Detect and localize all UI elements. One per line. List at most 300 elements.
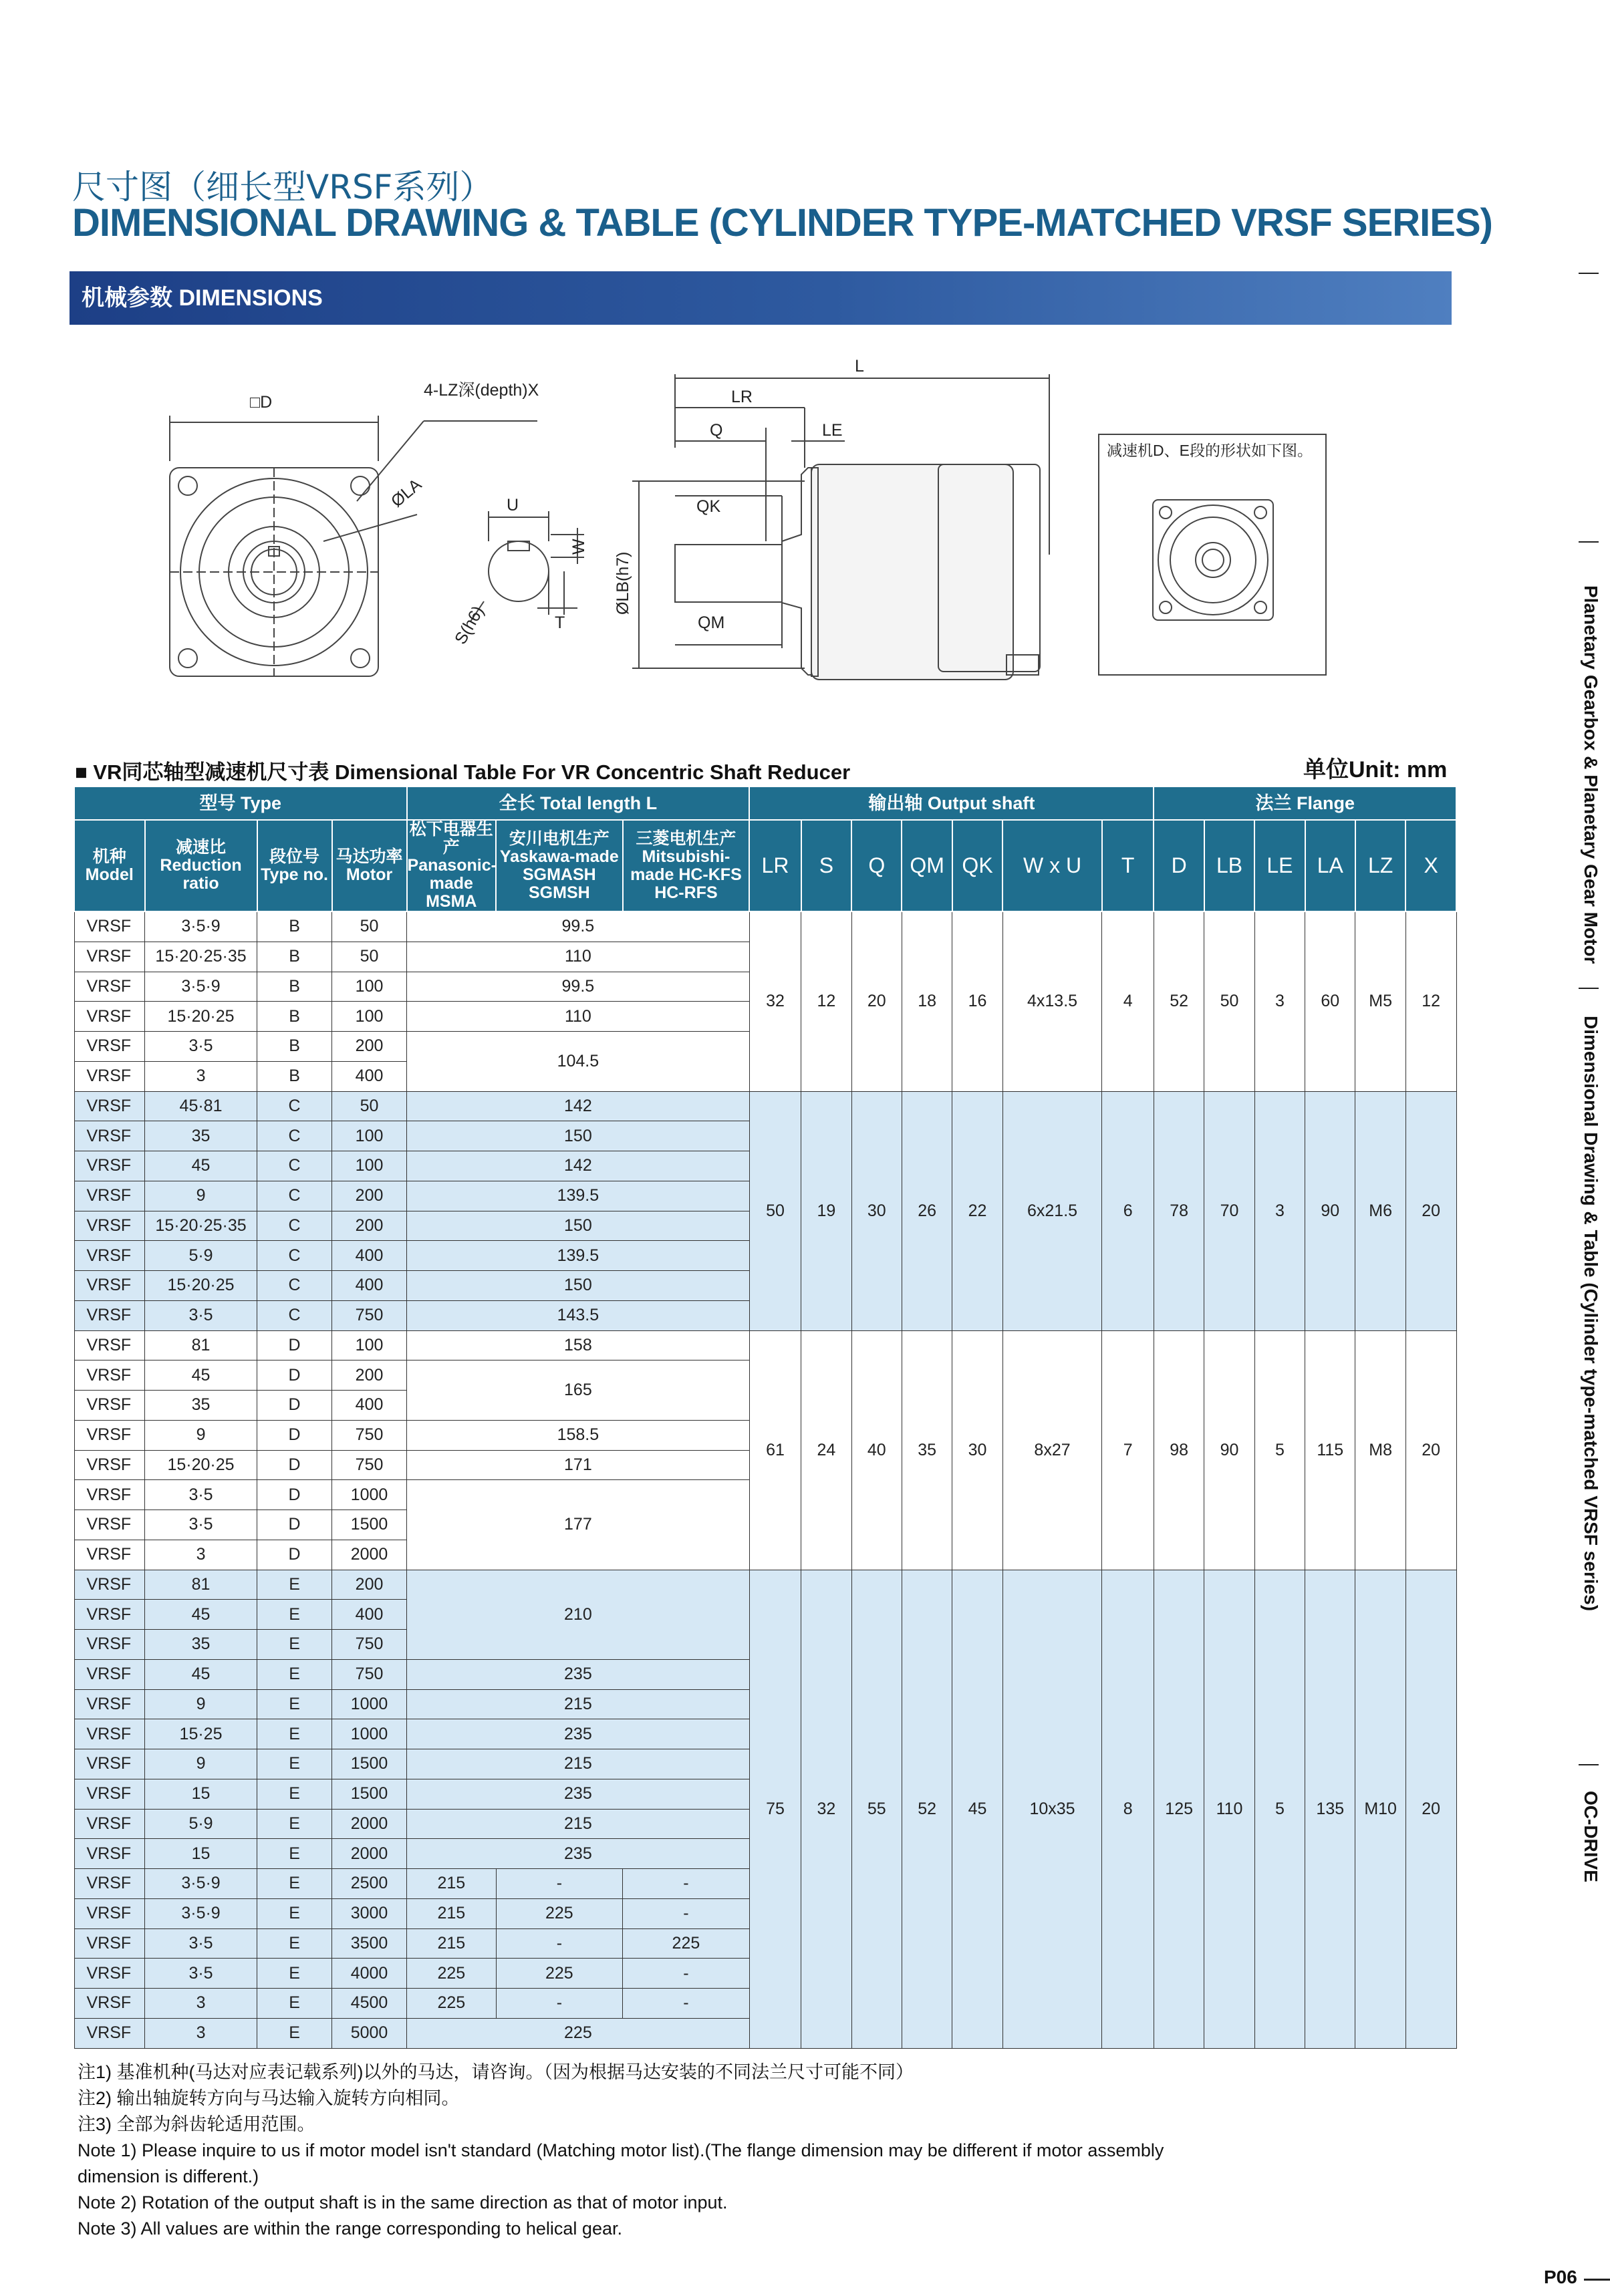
- table-cell: 210: [407, 1570, 750, 1659]
- table-cell: 50: [332, 942, 407, 972]
- table-cell: 100: [332, 1151, 407, 1181]
- table-cell: 171: [407, 1450, 750, 1480]
- table-cell: 100: [332, 1002, 407, 1032]
- table-cell: 32: [801, 1570, 851, 2048]
- note-line: 注2) 输出轴旋转方向与马达输入旋转方向相同。: [78, 2088, 460, 2108]
- table-cell: 32: [749, 911, 801, 1091]
- group-total-length: 全长 Total length L: [407, 786, 750, 820]
- table-cell: 30: [851, 1091, 902, 1330]
- table-cell: 143.5: [407, 1300, 750, 1330]
- table-cell: 158.5: [407, 1420, 750, 1450]
- side-divider: [1579, 541, 1599, 543]
- table-cell: 5·9: [145, 1809, 257, 1839]
- table-cell: 235: [407, 1659, 750, 1689]
- table-cell: VRSF: [74, 1959, 145, 1989]
- table-cell: VRSF: [74, 1002, 145, 1032]
- page-title-en: DIMENSIONAL DRAWING & TABLE (CYLINDER TYPE-MATCHED VRSF SERIES): [72, 201, 1492, 245]
- table-cell: 139.5: [407, 1181, 750, 1211]
- table-cell: VRSF: [74, 1809, 145, 1839]
- table-cell: VRSF: [74, 1061, 145, 1091]
- table-cell: 3·5: [145, 1928, 257, 1959]
- table-cell: 9: [145, 1689, 257, 1719]
- col-LZ: LZ: [1355, 820, 1405, 911]
- table-cell: 15·25: [145, 1719, 257, 1749]
- table-cell: 18: [902, 911, 952, 1091]
- table-cell: 2000: [332, 1839, 407, 1869]
- front-view-drawing: [170, 416, 537, 676]
- table-cell: 50: [1204, 911, 1254, 1091]
- col-yaskawa: 安川电机生产 Yaskawa-made SGMASH SGMSH: [496, 820, 623, 911]
- table-cell: 139.5: [407, 1241, 750, 1271]
- table-cell: 215: [407, 1898, 497, 1928]
- table-cell: C: [257, 1181, 332, 1211]
- table-cell: E: [257, 1898, 332, 1928]
- label-LZ: 4-LZ深(depth)X: [424, 381, 539, 400]
- table-cell: E: [257, 1989, 332, 2019]
- col-QK: QK: [952, 820, 1002, 911]
- table-cell: -: [496, 1869, 623, 1899]
- table-cell: 15·20·25·35: [145, 1211, 257, 1241]
- table-cell: VRSF: [74, 1898, 145, 1928]
- table-cell: 135: [1305, 1570, 1355, 2048]
- table-cell: 225: [496, 1959, 623, 1989]
- col-model: 机种 Model: [74, 820, 145, 911]
- table-cell: 50: [332, 1091, 407, 1121]
- table-cell: 3·5·9: [145, 972, 257, 1002]
- col-LE: LE: [1254, 820, 1305, 911]
- table-cell: 45: [952, 1570, 1002, 2048]
- table-row: [74, 1330, 1456, 1360]
- table-cell: 30: [952, 1330, 1002, 1570]
- dimensions-table-wrap: [74, 786, 1457, 2043]
- side-text-drawing: Dimensional Drawing & Table (Cylinder type-matched VRSF series): [1581, 1016, 1601, 1612]
- col-LR: LR: [749, 820, 801, 911]
- table-cell: 1000: [332, 1480, 407, 1510]
- table-cell: 3500: [332, 1928, 407, 1959]
- table-cell: 3: [145, 1061, 257, 1091]
- table-cell: 225: [407, 1959, 497, 1989]
- table-cell: E: [257, 2018, 332, 2048]
- table-cell: 35: [145, 1121, 257, 1151]
- table-cell: 35: [145, 1630, 257, 1660]
- table-cell: 225: [623, 1928, 750, 1959]
- table-cell: VRSF: [74, 1420, 145, 1450]
- table-cell: 1500: [332, 1749, 407, 1779]
- table-cell: D: [257, 1480, 332, 1510]
- table-cell: 15: [145, 1839, 257, 1869]
- table-cell: 215: [407, 1928, 497, 1959]
- table-cell: 235: [407, 1839, 750, 1869]
- table-cell: VRSF: [74, 1928, 145, 1959]
- table-cell: VRSF: [74, 1181, 145, 1211]
- table-cell: 400: [332, 1391, 407, 1421]
- table-cell: D: [257, 1391, 332, 1421]
- table-cell: 400: [332, 1271, 407, 1301]
- label-de-note: 减速机D、E段的形状如下图。: [1107, 442, 1313, 459]
- table-row: [74, 911, 1456, 942]
- table-cell: 81: [145, 1330, 257, 1360]
- table-cell: 100: [332, 1330, 407, 1360]
- table-cell: 52: [1154, 911, 1204, 1091]
- table-cell: 99.5: [407, 911, 750, 942]
- table-cell: 200: [332, 1360, 407, 1391]
- table-cell: 98: [1154, 1330, 1204, 1570]
- col-S: S: [801, 820, 851, 911]
- table-cell: 9: [145, 1181, 257, 1211]
- table-cell: 200: [332, 1211, 407, 1241]
- table-cell: 35: [145, 1391, 257, 1421]
- table-cell: 22: [952, 1091, 1002, 1330]
- table-cell: B: [257, 911, 332, 942]
- table-cell: VRSF: [74, 1600, 145, 1630]
- table-cell: D: [257, 1420, 332, 1450]
- table-cell: M10: [1355, 1570, 1405, 2048]
- table-cell: 400: [332, 1061, 407, 1091]
- page-number: P06: [1544, 2267, 1577, 2287]
- table-cell: 750: [332, 1659, 407, 1689]
- table-cell: 3·5: [145, 1300, 257, 1330]
- table-cell: 4x13.5: [1002, 911, 1102, 1091]
- table-cell: 26: [902, 1091, 952, 1330]
- table-cell: C: [257, 1271, 332, 1301]
- table-cell: 200: [332, 1032, 407, 1062]
- table-cell: 7: [1102, 1330, 1154, 1570]
- table-cell: 3·5·9: [145, 1869, 257, 1899]
- note-line: Note 3) All values are within the range corresponding to helical gear.: [78, 2218, 622, 2239]
- table-cell: VRSF: [74, 1391, 145, 1421]
- col-type-no: 段位号 Type no.: [257, 820, 332, 911]
- table-cell: 215: [407, 1869, 497, 1899]
- section-header-dimensions: 机械参数 DIMENSIONS: [70, 271, 1452, 325]
- table-cell: 52: [902, 1570, 952, 2048]
- table-cell: 110: [1204, 1570, 1254, 2048]
- table-cell: C: [257, 1211, 332, 1241]
- table-cell: 6: [1102, 1091, 1154, 1330]
- table-cell: 3: [145, 1989, 257, 2019]
- table-cell: 3·5: [145, 1510, 257, 1540]
- de-shape-drawing: [1099, 434, 1326, 675]
- label-D: □D: [250, 393, 273, 412]
- note-line: 注1) 基准机种(马达对应表记载系列)以外的马达，请咨询。（因为根据马达安装的不同法兰尺寸可能不同）: [78, 2062, 914, 2082]
- unit-label: 单位Unit: mm: [1303, 757, 1448, 782]
- table-cell: 235: [407, 1719, 750, 1749]
- label-L: L: [855, 357, 864, 376]
- table-cell: 20: [1405, 1330, 1456, 1570]
- table-cell: VRSF: [74, 1869, 145, 1899]
- table-cell: 8x27: [1002, 1330, 1102, 1570]
- table-cell: E: [257, 1959, 332, 1989]
- col-motor: 马达功率 Motor: [332, 820, 407, 911]
- table-cell: 4000: [332, 1959, 407, 1989]
- table-cell: E: [257, 1689, 332, 1719]
- table-cell: 750: [332, 1450, 407, 1480]
- table-cell: 1000: [332, 1719, 407, 1749]
- table-cell: 235: [407, 1779, 750, 1809]
- table-cell: 125: [1154, 1570, 1204, 2048]
- table-cell: 20: [1405, 1570, 1456, 2048]
- label-QM: QM: [698, 613, 725, 632]
- note-line: Note 1) Please inquire to us if motor model isn't standard (Matching motor list).(The flange dimension may be different if motor assembly: [78, 2140, 1164, 2160]
- table-cell: VRSF: [74, 1241, 145, 1271]
- note-line: dimension is different.): [78, 2166, 259, 2186]
- table-cell: M5: [1355, 911, 1405, 1091]
- table-cell: VRSF: [74, 1659, 145, 1689]
- table-cell: 10x35: [1002, 1570, 1102, 2048]
- table-caption: ■ VR同芯轴型减速机尺寸表 Dimensional Table For VR Concentric Shaft Reducer: [75, 760, 851, 784]
- table-cell: M8: [1355, 1330, 1405, 1570]
- table-cell: 3: [145, 2018, 257, 2048]
- table-cell: 61: [749, 1330, 801, 1570]
- table-cell: 5000: [332, 2018, 407, 2048]
- group-type: 型号 Type: [74, 786, 407, 820]
- table-cell: E: [257, 1719, 332, 1749]
- table-cell: VRSF: [74, 1330, 145, 1360]
- table-cell: 55: [851, 1570, 902, 2048]
- notes: [78, 2059, 1164, 2242]
- table-cell: 4500: [332, 1989, 407, 2019]
- table-cell: C: [257, 1241, 332, 1271]
- table-cell: B: [257, 942, 332, 972]
- table-cell: E: [257, 1809, 332, 1839]
- table-body: [74, 911, 1456, 2048]
- col-QM: QM: [902, 820, 952, 911]
- col-mitsubishi: 三菱电机生产 Mitsubishi-made HC-KFS HC-RFS: [623, 820, 750, 911]
- label-W: W: [569, 539, 588, 555]
- table-cell: 19: [801, 1091, 851, 1330]
- table-cell: E: [257, 1570, 332, 1600]
- table-cell: 225: [407, 1989, 497, 2019]
- table-cell: 16: [952, 911, 1002, 1091]
- table-cell: 200: [332, 1570, 407, 1600]
- dimensions-table: [74, 786, 1457, 2049]
- table-cell: 200: [332, 1181, 407, 1211]
- label-LR: LR: [731, 388, 753, 406]
- note-line: Note 2) Rotation of the output shaft is in the same direction as that of motor input.: [78, 2192, 728, 2212]
- table-cell: 50: [332, 911, 407, 942]
- table-cell: VRSF: [74, 1300, 145, 1330]
- table-cell: E: [257, 1630, 332, 1660]
- table-cell: VRSF: [74, 1151, 145, 1181]
- side-divider: [1579, 273, 1599, 274]
- dimensional-drawings: [70, 341, 1452, 728]
- col-X: X: [1405, 820, 1456, 911]
- table-cell: 3: [1254, 1091, 1305, 1330]
- table-cell: -: [496, 1989, 623, 2019]
- table-cell: B: [257, 1032, 332, 1062]
- table-cell: 50: [749, 1091, 801, 1330]
- table-cell: 75: [749, 1570, 801, 2048]
- table-cell: 142: [407, 1091, 750, 1121]
- table-cell: 110: [407, 1002, 750, 1032]
- col-LB: LB: [1204, 820, 1254, 911]
- table-cell: 8: [1102, 1570, 1154, 2048]
- table-cell: M6: [1355, 1091, 1405, 1330]
- table-cell: 15·20·25: [145, 1002, 257, 1032]
- table-cell: 3: [1254, 911, 1305, 1091]
- table-cell: 45: [145, 1600, 257, 1630]
- table-cell: E: [257, 1779, 332, 1809]
- table-cell: 225: [496, 1898, 623, 1928]
- table-cell: 100: [332, 1121, 407, 1151]
- table-cell: 750: [332, 1630, 407, 1660]
- table-cell: 12: [801, 911, 851, 1091]
- table-cell: 45·81: [145, 1091, 257, 1121]
- note-line: 注3) 全部为斜齿轮适用范围。: [78, 2114, 315, 2134]
- table-cell: 3: [145, 1540, 257, 1570]
- shaft-key-drawing: [471, 511, 584, 621]
- label-LA: ØLA: [387, 474, 426, 511]
- table-cell: E: [257, 1869, 332, 1899]
- group-flange: 法兰 Flange: [1154, 786, 1456, 820]
- col-WxU: W x U: [1002, 820, 1102, 911]
- col-T: T: [1102, 820, 1154, 911]
- table-cell: 2000: [332, 1540, 407, 1570]
- table-cell: E: [257, 1839, 332, 1869]
- table-cell: D: [257, 1540, 332, 1570]
- side-text-brand: OC-DRIVE: [1581, 1791, 1601, 1882]
- col-D: D: [1154, 820, 1204, 911]
- table-cell: 3·5·9: [145, 1898, 257, 1928]
- table-cell: VRSF: [74, 1032, 145, 1062]
- table-cell: 20: [1405, 1091, 1456, 1330]
- table-cell: VRSF: [74, 1689, 145, 1719]
- label-LE: LE: [822, 421, 843, 440]
- page-title-cn: 尺寸图（细长型VRSF系列）: [72, 168, 493, 206]
- table-row: [74, 1091, 1456, 1121]
- table-cell: 215: [407, 1689, 750, 1719]
- table-cell: 750: [332, 1420, 407, 1450]
- table-cell: 45: [145, 1151, 257, 1181]
- table-cell: D: [257, 1360, 332, 1391]
- table-cell: 400: [332, 1241, 407, 1271]
- table-cell: B: [257, 1002, 332, 1032]
- table-cell: 1500: [332, 1779, 407, 1809]
- table-cell: VRSF: [74, 1480, 145, 1510]
- table-cell: 3·5·9: [145, 911, 257, 942]
- table-cell: C: [257, 1300, 332, 1330]
- table-cell: 15·20·25·35: [145, 942, 257, 972]
- table-cell: C: [257, 1091, 332, 1121]
- page-rule: [1584, 2279, 1610, 2281]
- table-cell: 24: [801, 1330, 851, 1570]
- table-cell: -: [623, 1869, 750, 1899]
- table-cell: 1500: [332, 1510, 407, 1540]
- label-T: T: [555, 613, 565, 632]
- side-view-drawing: [632, 374, 1049, 680]
- table-cell: 158: [407, 1330, 750, 1360]
- table-cell: 225: [407, 2018, 750, 2048]
- table-cell: -: [623, 1898, 750, 1928]
- table-cell: 5: [1254, 1330, 1305, 1570]
- table-cell: 400: [332, 1600, 407, 1630]
- table-cell: 6x21.5: [1002, 1091, 1102, 1330]
- table-cell: 78: [1154, 1091, 1204, 1330]
- label-U: U: [507, 496, 519, 515]
- table-cell: 2000: [332, 1809, 407, 1839]
- table-cell: D: [257, 1510, 332, 1540]
- col-LA: LA: [1305, 820, 1355, 911]
- table-cell: -: [623, 1989, 750, 2019]
- table-cell: VRSF: [74, 1630, 145, 1660]
- table-cell: 3·5: [145, 1959, 257, 1989]
- table-cell: 165: [407, 1360, 750, 1421]
- table-cell: C: [257, 1151, 332, 1181]
- col-ratio: 减速比 Reduction ratio: [145, 820, 257, 911]
- table-cell: VRSF: [74, 1749, 145, 1779]
- table-cell: 150: [407, 1211, 750, 1241]
- col-panasonic: 松下电器生产 Panasonic-made MSMA: [407, 820, 497, 911]
- table-cell: C: [257, 1121, 332, 1151]
- table-cell: VRSF: [74, 1211, 145, 1241]
- table-cell: 99.5: [407, 972, 750, 1002]
- table-cell: 15: [145, 1779, 257, 1809]
- table-cell: 60: [1305, 911, 1355, 1091]
- group-output-shaft: 输出轴 Output shaft: [749, 786, 1154, 820]
- table-cell: 177: [407, 1480, 750, 1570]
- table-cell: 5·9: [145, 1241, 257, 1271]
- table-cell: E: [257, 1749, 332, 1779]
- table-cell: 215: [407, 1809, 750, 1839]
- table-cell: 70: [1204, 1091, 1254, 1330]
- table-cell: 150: [407, 1121, 750, 1151]
- table-cell: 20: [851, 911, 902, 1091]
- table-cell: 150: [407, 1271, 750, 1301]
- table-cell: 40: [851, 1330, 902, 1570]
- table-cell: 9: [145, 1420, 257, 1450]
- table-cell: 215: [407, 1749, 750, 1779]
- table-cell: 90: [1204, 1330, 1254, 1570]
- table-cell: VRSF: [74, 972, 145, 1002]
- table-cell: B: [257, 972, 332, 1002]
- table-cell: 15·20·25: [145, 1271, 257, 1301]
- table-cell: 4: [1102, 911, 1154, 1091]
- table-cell: VRSF: [74, 1121, 145, 1151]
- table-cell: VRSF: [74, 2018, 145, 2048]
- table-cell: VRSF: [74, 1779, 145, 1809]
- table-cell: 90: [1305, 1091, 1355, 1330]
- table-cell: 142: [407, 1151, 750, 1181]
- table-cell: 15·20·25: [145, 1450, 257, 1480]
- table-cell: 750: [332, 1300, 407, 1330]
- table-cell: E: [257, 1600, 332, 1630]
- table-cell: 3000: [332, 1898, 407, 1928]
- side-divider: [1579, 988, 1599, 989]
- table-cell: 35: [902, 1330, 952, 1570]
- table-cell: E: [257, 1659, 332, 1689]
- label-S: S(h6): [450, 603, 488, 648]
- table-cell: 3·5: [145, 1480, 257, 1510]
- side-divider: [1579, 1764, 1599, 1765]
- side-text-gearbox: Planetary Gearbox & Planetary Gear Motor: [1581, 585, 1601, 964]
- table-cell: 45: [145, 1360, 257, 1391]
- label-Q: Q: [710, 421, 723, 440]
- table-cell: 104.5: [407, 1032, 750, 1092]
- table-cell: VRSF: [74, 1839, 145, 1869]
- table-cell: VRSF: [74, 911, 145, 942]
- table-cell: D: [257, 1330, 332, 1360]
- table-cell: E: [257, 1928, 332, 1959]
- table-cell: 1000: [332, 1689, 407, 1719]
- table-cell: VRSF: [74, 1510, 145, 1540]
- table-cell: 45: [145, 1659, 257, 1689]
- table-cell: 100: [332, 972, 407, 1002]
- table-cell: VRSF: [74, 1570, 145, 1600]
- table-cell: VRSF: [74, 1091, 145, 1121]
- table-cell: VRSF: [74, 1719, 145, 1749]
- table-cell: -: [623, 1959, 750, 1989]
- table-cell: 9: [145, 1749, 257, 1779]
- col-Q: Q: [851, 820, 902, 911]
